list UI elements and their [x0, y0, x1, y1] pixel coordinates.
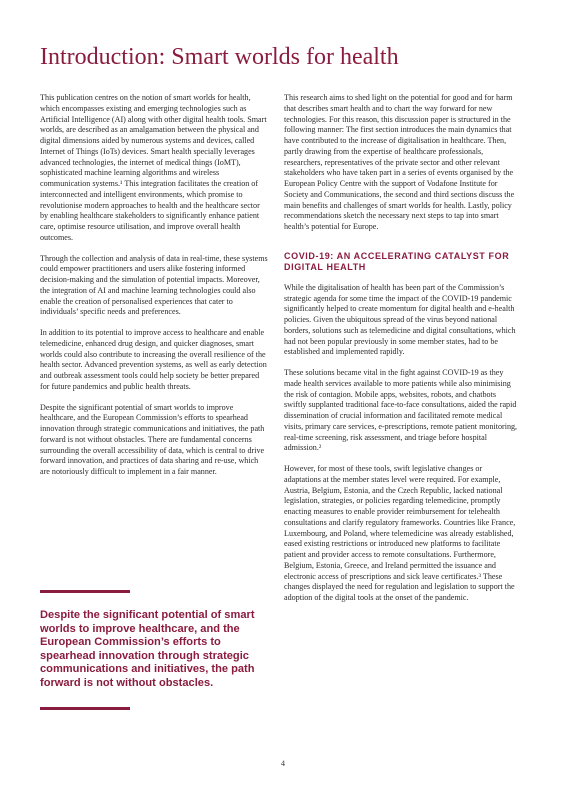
body-paragraph: In addition to its potential to improve access to healthcare and enable telemedicine, enhanced drug design, and quicker diagnoses, smart worlds could also contribute to increasing the overall resilience of the health sector. Advanced prevention systems, as well as early detection and outbreak assessment tools could help society be better prepared for future pandemics and public health threats. — [40, 328, 267, 391]
page-number: 4 — [281, 759, 285, 768]
left-column — [40, 93, 268, 488]
pull-quote-bottom-rule — [40, 707, 130, 710]
body-paragraph: Through the collection and analysis of data in real-time, these systems could empower practitioners and users alike fostering informed decision-making and the simulation of potential impacts. Moreover, the integration of AI and machine learning technologies could also enable the creation of personalised experiences that cater to individuals’ specific needs and preferences. — [40, 253, 268, 317]
body-paragraph: These solutions became vital in the fight against COVID-19 as they made health services available to more patients while also minimising the risk of contagion. Mobile apps, websites, robots, and chatbots swiftly supplanted traditional face-to-face consultations, aided the rapid dissemination of crucial information and facilitated remote medical visits, primary care services, e-prescriptions, remote patient monitoring, real-time screening, risk assessment, and triage before hospital admission.² — [284, 368, 518, 453]
pull-quote — [40, 590, 270, 710]
pull-quote-text: Despite the significant potential of smart worlds to improve healthcare, and the European Commission’s efforts to spearhead innovation through strategic communications and initiatives, the path forward is not without obstacles. — [40, 609, 255, 689]
section-heading: COVID-19: AN ACCELERATING CATALYST FOR DIGITAL HEALTH — [284, 250, 510, 272]
body-paragraph: This publication centres on the notion of smart worlds for health, which encompasses existing and emerging technologies such as Artificial Intelligence (AI) along with other digital health tools. Smart worlds, are described as an amalgamation between the physical and digital dimensions aided by numerous systems and devices, called Internet of Things (IoTs) devices. Smart health specially leverages advanced technologies, the internet of medical things (IoMT), sophisticated machine learning algorithms and wireless communication systems.¹ This integration facilitates the creation of interconnected and intelligent environments, which promise to revolutionise modern approaches to health and the healthcare sector by enabling healthcare stakeholders to significantly enhance patient care, optimise resource utilisation, and improve overall health outcomes. — [40, 93, 267, 242]
right-column — [284, 93, 520, 614]
page-title: Introduction: Smart worlds for health — [40, 44, 399, 70]
body-paragraph: Despite the significant potential of smart worlds to improve healthcare, and the European Commission’s efforts to spearhead innovation through strategic communications and initiatives, the path forward is not without obstacles. There are fundamental concerns surrounding the overall accessibility of data, which is central to drive forward innovation, and practices of data sharing and re-use, which are notoriously difficult to implement in a fair manner. — [40, 402, 265, 476]
body-paragraph: This research aims to shed light on the potential for good and for harm that describes smart health and to chart the way forward for new technologies. For this reason, this discussion paper is structured in the following manner: The first section introduces the main dynamics that have contributed to the increase of digitalisation in healthcare. Then, partly drawing from the expertise of healthcare professionals, researchers, representatives of the private sector and other relevant stakeholders who have taken part in a series of events organised by the European Policy Centre with the support of Vodafone Institute for Society and Communications, the second and third sections discuss the main benefits and challenges of smart worlds for health. Lastly, policy recommendations sketch the necessary next steps to tap into smart health’s potential for Europe. — [284, 93, 515, 231]
body-paragraph: However, for most of these tools, swift legislative changes or adaptations at the member states level were required. For example, Austria, Belgium, Estonia, and the Czech Republic, lacked national legislation, strategies, or policies regarding telemedicine, promptly enacting measures to enable provider reimbursement for telehealth consultations and clarify regulatory frameworks. Countries like France, Luxembourg, and Poland, where telemedicine was already established, eased existing restrictions or introduced new platforms to facilitate patient and provider access to remote consultations. Furthermore, Belgium, Estonia, Greece, and Ireland permitted the issuance and electronic access of prescriptions and sick leave certificates.³ These changes displayed the need for regulation and legislation to support the adoption of the digital tools at the onset of the pandemic. — [284, 464, 516, 602]
pull-quote-top-rule — [40, 590, 130, 593]
body-paragraph: While the digitalisation of health has been part of the Commission’s strategic agenda for some time the impact of the COVID-19 pandemic significantly helped to create momentum for digital health and e-health policies. Given the ubiquitous spread of the virus beyond national borders, solutions such as telemedicine and digital consultations, which had not been popular previously in some member states, had to be established and implemented rapidly. — [284, 282, 516, 357]
